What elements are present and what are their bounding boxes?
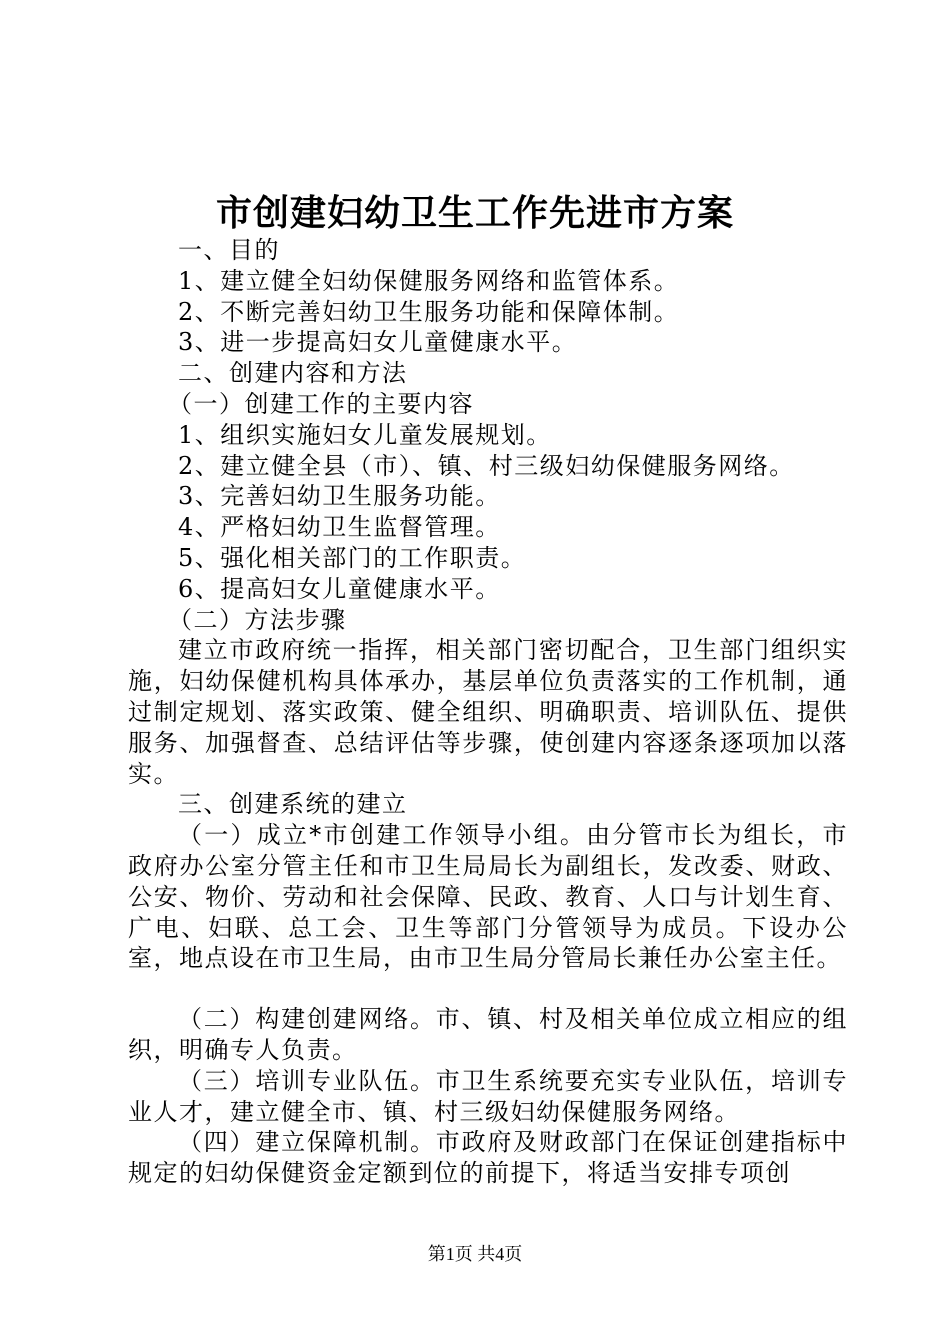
body-paragraph: （四）建立保障机制。市政府及财政部门在保证创建指标中规定的妇幼保健资金定额到位的前提下，将适当安排专项创 [128,1128,848,1188]
list-item: 4、严格妇幼卫生监督管理。 [178,513,501,542]
list-item: 1、建立健全妇幼保健服务网络和监管体系。 [178,266,680,295]
body-paragraph: （一）成立*市创建工作领导小组。由分管市长为组长，市政府办公室分管主任和市卫生局局长为副组长，发改委、财政、公安、物价、劳动和社会保障、民政、教育、人口与计划生育、广电、妇联、总工会、卫生等部门分管领导为成员。下设办公室，地点设在市卫生局，由市卫生局分管局长兼任办公室主任。 [128,821,848,973]
list-item: 2、建立健全县（市）、镇、村三级妇幼保健服务网络。 [178,451,795,480]
list-item: 6、提高妇女儿童健康水平。 [178,574,501,603]
body-paragraph: （三）培训专业队伍。市卫生系统要充实专业队伍，培训专业人才，建立健全市、镇、村三级妇幼保健服务网络。 [128,1066,848,1126]
subsection-heading: （一）创建工作的主要内容 [168,389,474,418]
list-item: 5、强化相关部门的工作职责。 [178,543,527,572]
body-paragraph: 建立市政府统一指挥，相关部门密切配合，卫生部门组织实施，妇幼保健机构具体承办，基层单位负责落实的工作机制，通过制定规划、落实政策、健全组织、明确职责、培训队伍、提供服务、加强督查、总结评估等步骤，使创建内容逐条逐项加以落实。 [128,636,848,788]
section-heading: 一、目的 [178,236,280,264]
section-heading: 三、创建系统的建立 [178,790,408,819]
list-item: 1、组织实施妇女儿童发展规划。 [178,420,552,449]
document-body [128,235,848,1189]
subsection-heading: （二）方法步骤 [168,605,347,634]
page-number: 第1页 共4页 [427,1244,523,1264]
section-heading: 二、创建内容和方法 [178,359,408,388]
list-item: 3、完善妇幼卫生服务功能。 [178,482,501,511]
document-title: 市创建妇幼卫生工作先进市方案 [215,192,734,234]
body-paragraph: （二）构建创建网络。市、镇、村及相关单位成立相应的组织，明确专人负责。 [128,1005,848,1064]
paragraph-gap [128,974,848,1004]
list-item: 2、不断完善妇幼卫生服务功能和保障体制。 [178,297,680,326]
list-item: 3、进一步提高妇女儿童健康水平。 [178,328,578,357]
